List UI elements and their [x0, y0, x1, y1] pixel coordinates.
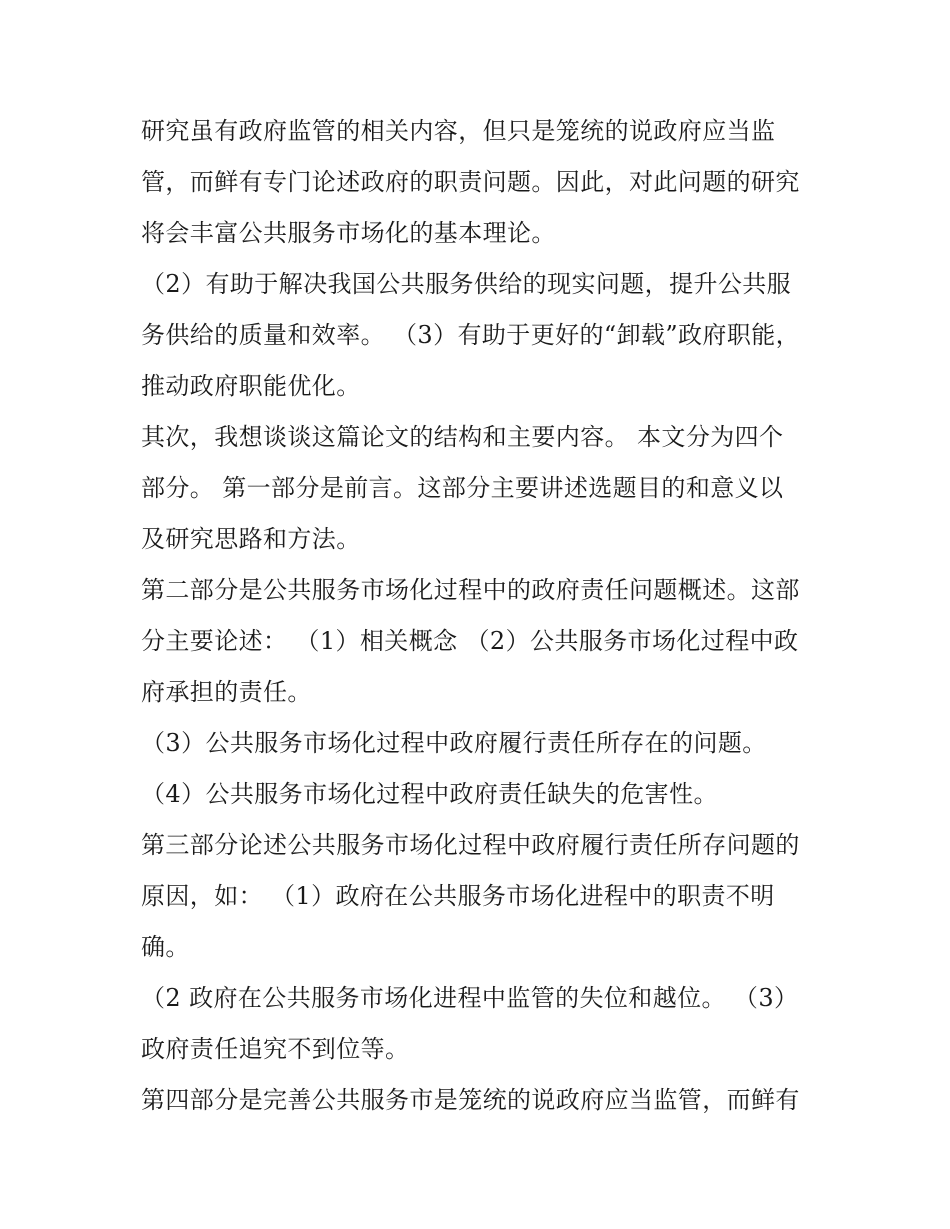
text-line: 其次，我想谈谈这篇论文的结构和主要内容。 本文分为四个 — [141, 423, 784, 451]
text-line: 第三部分论述公共服务市场化过程中政府履行责任所存问题的 — [141, 831, 800, 859]
text-line: （2）有助于解决我国公共服务供给的现实问题，提升公共服 — [141, 270, 792, 298]
document-body — [141, 106, 821, 1126]
text-line: 及研究思路和方法。 — [141, 525, 361, 553]
text-line: 第四部分是完善公共服务市是笼统的说政府应当监管，而鲜有 — [141, 1086, 800, 1114]
text-line: 务供给的质量和效率。 （3）有助于更好的“卸载”政府职能， — [141, 321, 801, 349]
text-line: 原因，如： （1）政府在公共服务市场化进程中的职责不明 — [141, 882, 775, 910]
text-line: 政府责任追究不到位等。 — [141, 1035, 410, 1063]
text-line: 将会丰富公共服务市场化的基本理论。 — [141, 219, 556, 247]
text-line: 部分。 第一部分是前言。这部分主要讲述选题目的和意义以 — [141, 474, 784, 502]
text-line: 推动政府职能优化。 — [141, 372, 361, 400]
text-line: 第二部分是公共服务市场化过程中的政府责任问题概述。这部 — [141, 576, 800, 604]
text-line: 府承担的责任。 — [141, 678, 312, 706]
text-line: 分主要论述： （1）相关概念 （2）公共服务市场化过程中政 — [141, 627, 799, 655]
text-line: 管，而鲜有专门论述政府的职责问题。因此，对此问题的研究 — [141, 168, 800, 196]
text-line: （4）公共服务市场化过程中政府责任缺失的危害性。 — [141, 780, 718, 808]
text-line: 研究虽有政府监管的相关内容，但只是笼统的说政府应当监 — [141, 117, 776, 145]
text-line: 确。 — [141, 933, 190, 961]
text-line: （3）公共服务市场化过程中政府履行责任所存在的问题。 — [141, 729, 767, 757]
text-line: （2 政府在公共服务市场化进程中监管的失位和越位。 （3） — [141, 984, 799, 1012]
